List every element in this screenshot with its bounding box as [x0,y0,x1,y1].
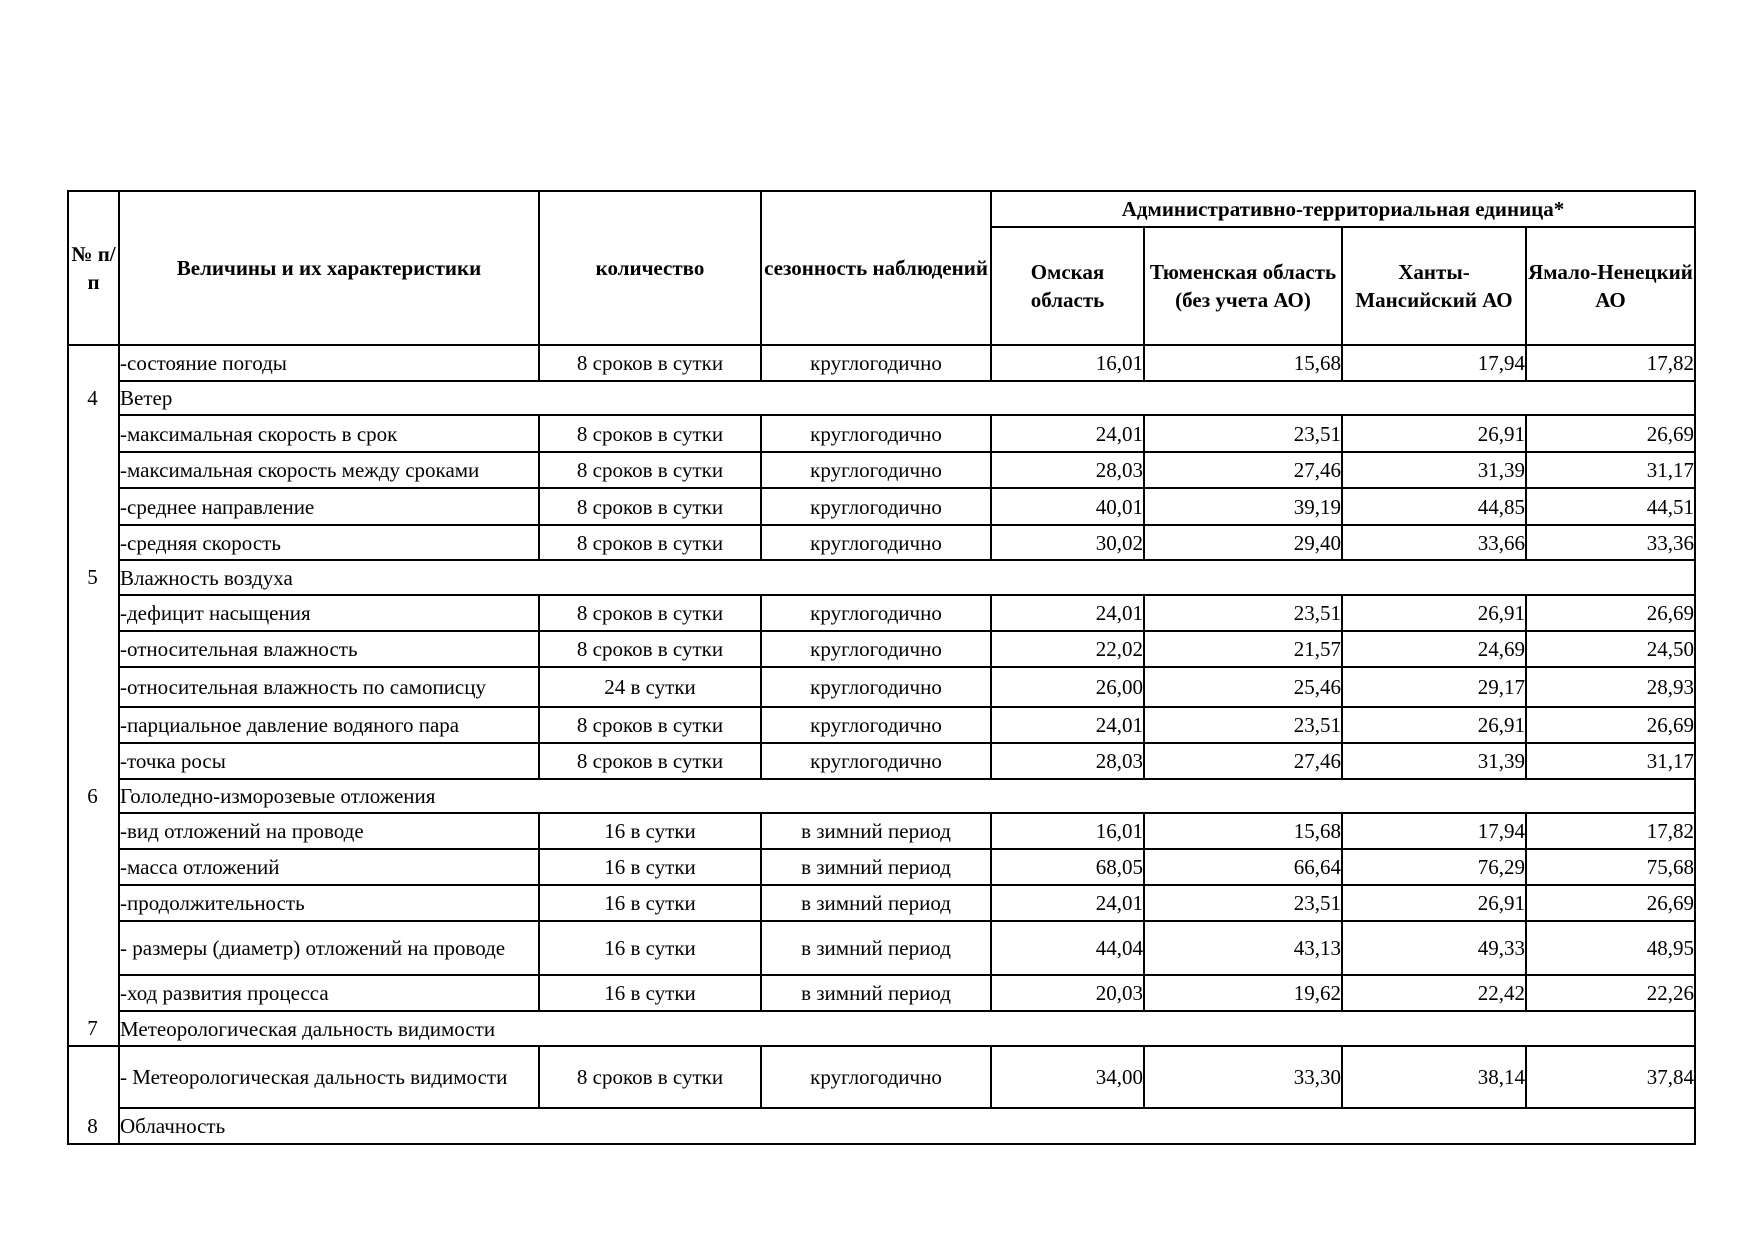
row-value: 23,51 [1144,595,1342,631]
table-row [68,631,1695,667]
group-title: Влажность воздуха [119,560,1695,595]
header-quantity: количество [539,191,761,345]
row-name: -относительная влажность по самописцу [119,667,539,707]
group-number: 8 [87,1114,98,1138]
group-title: Метеорологическая дальность видимости [119,1011,1695,1046]
group-number: 6 [87,784,98,808]
table-row [68,975,1695,1011]
row-value: 31,17 [1526,452,1695,488]
table-row [68,345,1695,381]
row-quantity: 8 сроков в сутки [539,415,761,452]
row-value: 26,69 [1526,595,1695,631]
table-row [68,849,1695,885]
row-value: 19,62 [1144,975,1342,1011]
row-value: 66,64 [1144,849,1342,885]
row-seasonality: круглогодично [761,631,991,667]
row-value: 33,66 [1342,525,1526,560]
row-name: -точка росы [119,743,539,779]
group-row [68,560,1695,595]
group-row [68,779,1695,813]
row-value: 28,93 [1526,667,1695,707]
row-quantity: 8 сроков в сутки [539,1046,761,1108]
row-name: -состояние погоды [119,345,539,381]
row-name: -дефицит насыщения [119,595,539,631]
table-row [68,813,1695,849]
table-row [68,415,1695,452]
table-row [68,743,1695,779]
row-value: 38,14 [1342,1046,1526,1108]
row-value: 26,69 [1526,415,1695,452]
header-region-omsk: Омская область [991,227,1144,345]
row-value: 28,03 [991,452,1144,488]
row-seasonality: круглогодично [761,525,991,560]
group-row [68,1108,1695,1144]
row-quantity: 24 в сутки [539,667,761,707]
table-row [68,452,1695,488]
row-value: 23,51 [1144,415,1342,452]
row-name: -парциальное давление водяного пара [119,707,539,743]
group-title: Гололедно-изморозевые отложения [119,779,1695,813]
row-quantity: 8 сроков в сутки [539,743,761,779]
table-body [68,345,1695,1144]
row-quantity: 16 в сутки [539,975,761,1011]
data-table [67,190,1696,1145]
row-seasonality: круглогодично [761,707,991,743]
table-row [68,921,1695,975]
row-seasonality: в зимний период [761,813,991,849]
header-region-tyumen: Тюменская область (без учета АО) [1144,227,1342,345]
number-column-cell [68,345,119,1046]
group-title: Ветер [119,381,1695,415]
group-row [68,381,1695,415]
row-name: - Метеорологическая дальность видимости [119,1046,539,1108]
table-row [68,488,1695,525]
row-value: 33,36 [1526,525,1695,560]
row-name: -ход развития процесса [119,975,539,1011]
row-seasonality: круглогодично [761,488,991,525]
row-quantity: 8 сроков в сутки [539,488,761,525]
row-value: 33,30 [1144,1046,1342,1108]
row-value: 22,26 [1526,975,1695,1011]
row-value: 27,46 [1144,452,1342,488]
row-value: 24,01 [991,885,1144,921]
row-value: 29,40 [1144,525,1342,560]
table-row [68,525,1695,560]
table-row [68,595,1695,631]
header-region-yanao: Ямало-Ненецкий АО [1526,227,1695,345]
row-value: 17,94 [1342,813,1526,849]
row-value: 31,17 [1526,743,1695,779]
row-value: 24,01 [991,707,1144,743]
row-value: 44,51 [1526,488,1695,525]
table-header [68,191,1695,345]
table-row [68,707,1695,743]
row-value: 24,01 [991,595,1144,631]
row-value: 24,69 [1342,631,1526,667]
row-name: -средняя скорость [119,525,539,560]
row-seasonality: круглогодично [761,345,991,381]
header-seasonality: сезонность наблюдений [761,191,991,345]
table-row [68,667,1695,707]
table-row [68,1046,1695,1108]
row-value: 26,91 [1342,415,1526,452]
row-value: 40,01 [991,488,1144,525]
row-seasonality: круглогодично [761,667,991,707]
row-value: 15,68 [1144,813,1342,849]
row-value: 16,01 [991,345,1144,381]
row-value: 26,91 [1342,707,1526,743]
row-name: -максимальная скорость в срок [119,415,539,452]
row-value: 30,02 [991,525,1144,560]
row-value: 21,57 [1144,631,1342,667]
row-value: 44,04 [991,921,1144,975]
row-value: 34,00 [991,1046,1144,1108]
row-value: 24,01 [991,415,1144,452]
row-seasonality: в зимний период [761,849,991,885]
row-name: -вид отложений на проводе [119,813,539,849]
row-value: 22,02 [991,631,1144,667]
row-value: 27,46 [1144,743,1342,779]
row-value: 68,05 [991,849,1144,885]
row-name: -масса отложений [119,849,539,885]
row-value: 26,00 [991,667,1144,707]
row-value: 43,13 [1144,921,1342,975]
row-quantity: 8 сроков в сутки [539,707,761,743]
row-quantity: 8 сроков в сутки [539,345,761,381]
row-value: 49,33 [1342,921,1526,975]
row-name: -продолжительность [119,885,539,921]
row-value: 15,68 [1144,345,1342,381]
row-value: 26,91 [1342,595,1526,631]
row-quantity: 16 в сутки [539,921,761,975]
row-value: 37,84 [1526,1046,1695,1108]
row-quantity: 8 сроков в сутки [539,452,761,488]
row-value: 23,51 [1144,707,1342,743]
row-seasonality: в зимний период [761,885,991,921]
row-value: 25,46 [1144,667,1342,707]
row-value: 76,29 [1342,849,1526,885]
row-value: 48,95 [1526,921,1695,975]
row-seasonality: круглогодично [761,595,991,631]
row-name: -максимальная скорость между сроками [119,452,539,488]
header-number: № п/п [68,191,119,345]
row-value: 17,82 [1526,813,1695,849]
group-number: 4 [87,386,98,410]
row-value: 39,19 [1144,488,1342,525]
row-value: 16,01 [991,813,1144,849]
row-value: 23,51 [1144,885,1342,921]
row-value: 22,42 [1342,975,1526,1011]
row-name: - размеры (диаметр) отложений на проводе [119,921,539,975]
row-name: -относительная влажность [119,631,539,667]
row-value: 31,39 [1342,452,1526,488]
row-seasonality: круглогодично [761,415,991,452]
row-value: 31,39 [1342,743,1526,779]
row-seasonality: круглогодично [761,452,991,488]
row-quantity: 16 в сутки [539,849,761,885]
group-number: 5 [87,565,98,589]
row-value: 17,94 [1342,345,1526,381]
row-quantity: 8 сроков в сутки [539,595,761,631]
row-value: 75,68 [1526,849,1695,885]
row-value: 28,03 [991,743,1144,779]
row-value: 17,82 [1526,345,1695,381]
row-value: 29,17 [1342,667,1526,707]
row-seasonality: в зимний период [761,975,991,1011]
header-name: Величины и их характеристики [119,191,539,345]
group-title: Облачность [119,1108,1695,1144]
row-name: -среднее направление [119,488,539,525]
row-quantity: 8 сроков в сутки [539,631,761,667]
header-admin-unit: Административно-территориальная единица* [991,191,1695,227]
table-row [68,885,1695,921]
row-seasonality: круглогодично [761,743,991,779]
row-quantity: 16 в сутки [539,813,761,849]
header-region-khmao: Ханты-Мансийский АО [1342,227,1526,345]
group-number: 7 [87,1016,98,1040]
row-value: 26,69 [1526,885,1695,921]
row-value: 44,85 [1342,488,1526,525]
row-value: 26,91 [1342,885,1526,921]
row-quantity: 16 в сутки [539,885,761,921]
row-value: 24,50 [1526,631,1695,667]
row-value: 20,03 [991,975,1144,1011]
row-seasonality: круглогодично [761,1046,991,1108]
row-quantity: 8 сроков в сутки [539,525,761,560]
row-value: 26,69 [1526,707,1695,743]
group-row [68,1011,1695,1046]
row-seasonality: в зимний период [761,921,991,975]
